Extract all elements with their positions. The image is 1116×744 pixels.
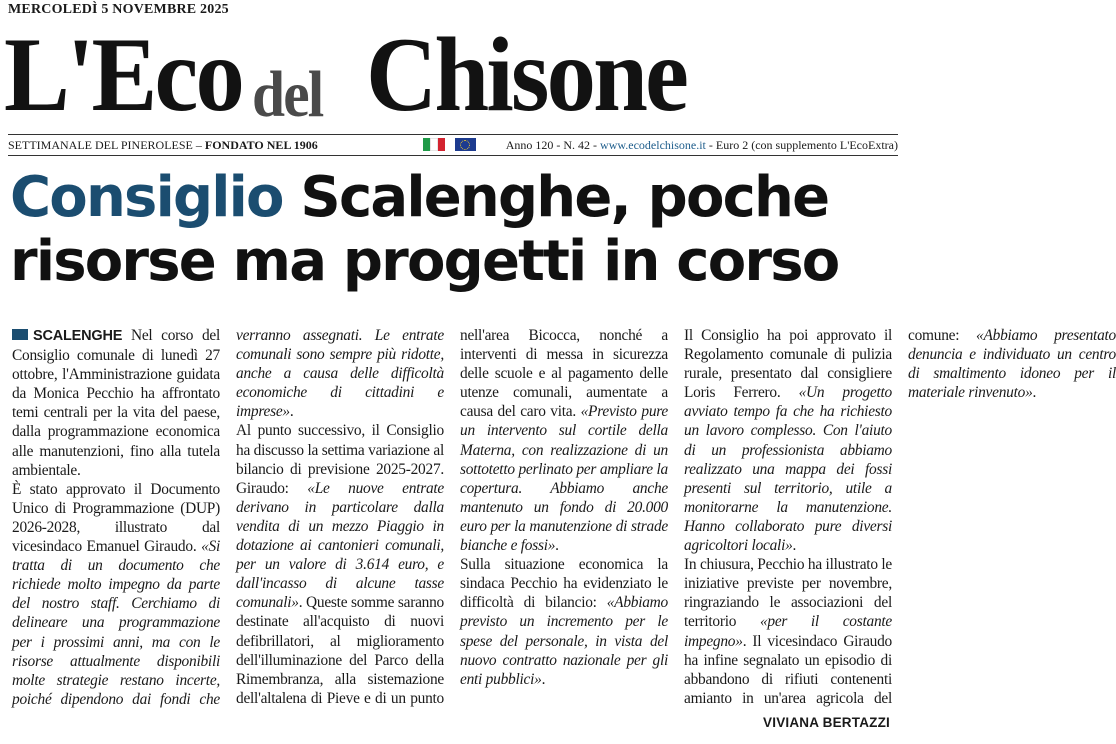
masthead-rule-top [8, 134, 898, 135]
paragraph-text: In chiusura, Pecchio ha illustrato le iniziative previste per novembre, ringraziando le associazioni del territorio [684, 556, 892, 631]
paragraph-text: Nel corso del Consiglio comunale di lunedì 27 ottobre, l'Amministrazione guidata da Monica Pecchio ha affrontato temi centrali per la vita del paese, dalla programmazione economica alle manutenzioni, fino alla tutela ambientale. [12, 327, 220, 479]
paragraph-text: . Il vicesindaco Giraudo ha infine segnalato un episodio di abbandono di rifiuti contenenti amianto in un'area agricola del comune: [684, 327, 977, 707]
masthead-part-del: del [252, 58, 323, 131]
article-location: SCALENGHE [33, 328, 123, 344]
quote-text: «Previsto pure un intervento sul cortile della Materna, con realizzazione di un sottotetto perlinato per ampliare la copertura. Abbiamo anche mantenuto un fondo di 20.000 euro per la manutenzione di strade bianche e fossi» [460, 403, 669, 555]
tagline-text: SETTIMANALE DEL PINEROLESE [8, 138, 193, 152]
article-paragraph [12, 326, 220, 480]
flags-group [423, 138, 476, 154]
paragraph-text: . [289, 403, 294, 421]
paragraph-text: . [1032, 384, 1037, 402]
headline-kicker: Consiglio [10, 165, 283, 230]
paragraph-text: Al punto successivo, il Consiglio ha discusso la settima variazione al bilancio di previsione 2025-2027. Giraudo: [236, 422, 444, 497]
masthead-part-l-eco: L'Eco [4, 16, 242, 133]
location-square-icon [12, 329, 28, 340]
newspaper-masthead [4, 16, 704, 134]
quote-text: «Le nuove entrate derivano in particolare dalla vendita di un mezzo Piaggio in dotazione ai cantonieri comunali, per un valore di 3.614 euro, e dall'incasso di alcune tasse comunali» [236, 479, 444, 612]
masthead-info-bar [8, 137, 898, 153]
quote-text: «Abbiamo presentato denuncia e individuato un centro di smaltimento idoneo per il materiale rinvenuto» [908, 327, 1116, 402]
paragraph-text: . [792, 537, 797, 555]
masthead-tagline [8, 137, 318, 153]
issue-number: Anno 120 - N. 42 - [505, 138, 601, 152]
paragraph-text: Il Consiglio ha poi approvato il Regolamento comunale di pulizia rurale, presentato dal consigliere Loris Ferrero. [684, 327, 892, 402]
quote-text: «Abbiamo previsto un incremento per le spese del personale, in vista del nuovo contratto nazionale per gli enti pubblici» [460, 594, 668, 688]
paragraph-text: Sulla situazione economica la sindaca Pecchio ha evidenziato le difficoltà di bilancio: [460, 556, 668, 612]
quote-text: «per il costante impegno» [684, 613, 892, 650]
website-link[interactable]: www.ecodelchisone.it [600, 138, 706, 152]
italian-flag-icon [423, 138, 445, 151]
article-body [12, 326, 1116, 714]
quote-text: «Un progetto avviato tempo fa che ha richiesto un lavoro complesso. Con l'aiuto di un professionista abbiamo realizzato una mappa dei fossi presenti sul territorio, utile a monitorarne la manutenzione. Hanno collaborato pure diversi agricoltori locali» [684, 384, 892, 555]
quote-text: «Si tratta di un documento che richiede molto impegno da parte del nostro staff. Cerchiamo di delineare una programmazione per i prossimi anni, ma con le risorse attualmente disponibili molte strategie restano incerte, poiché dipendono dai fondi che verranno assegnati. Le entrate comunali sono sempre più ridotte, anche a causa delle difficoltà economiche di cittadini e imprese» [12, 327, 444, 708]
article-headline [10, 166, 900, 294]
paragraph-text: . [555, 537, 559, 555]
paragraph-text: . Queste somme saranno destinate all'acquisto di nuovi defibrillatori, al miglioramento dell'illuminazione del Parco della Rimembranza, alla sistemazione dell'altalena di Pieve e di un punto nell'area Bicocca, nonché a interventi di messa in sicurezza delle scuole e al pagamento delle utenze comunali, aumentate a causa del caro vita. [236, 327, 668, 707]
issue-info [506, 137, 898, 153]
tagline-separator: – [192, 138, 205, 152]
headline-title: Scalenghe, poche risorse ma progetti in corso [10, 165, 839, 294]
article-byline: VIVIANA BERTAZZI [763, 715, 890, 730]
founded-text: FONDATO NEL 1906 [204, 138, 318, 152]
eu-flag-icon [455, 138, 476, 151]
article-paragraph [460, 555, 668, 689]
masthead-part-chisone: Chisone [366, 16, 687, 133]
issue-date: MERCOLEDÌ 5 NOVEMBRE 2025 [8, 2, 229, 17]
masthead-rule-bottom [8, 155, 898, 156]
paragraph-text: . [541, 670, 546, 688]
price-info: - Euro 2 (con supplemento L'EcoExtra) [705, 138, 898, 152]
paragraph-text: È stato approvato il Documento Unico di Programmazione (DUP) 2026-2028, illustrato dal vicesindaco Emanuel Giraudo. [12, 480, 220, 556]
article-paragraph [684, 326, 892, 555]
